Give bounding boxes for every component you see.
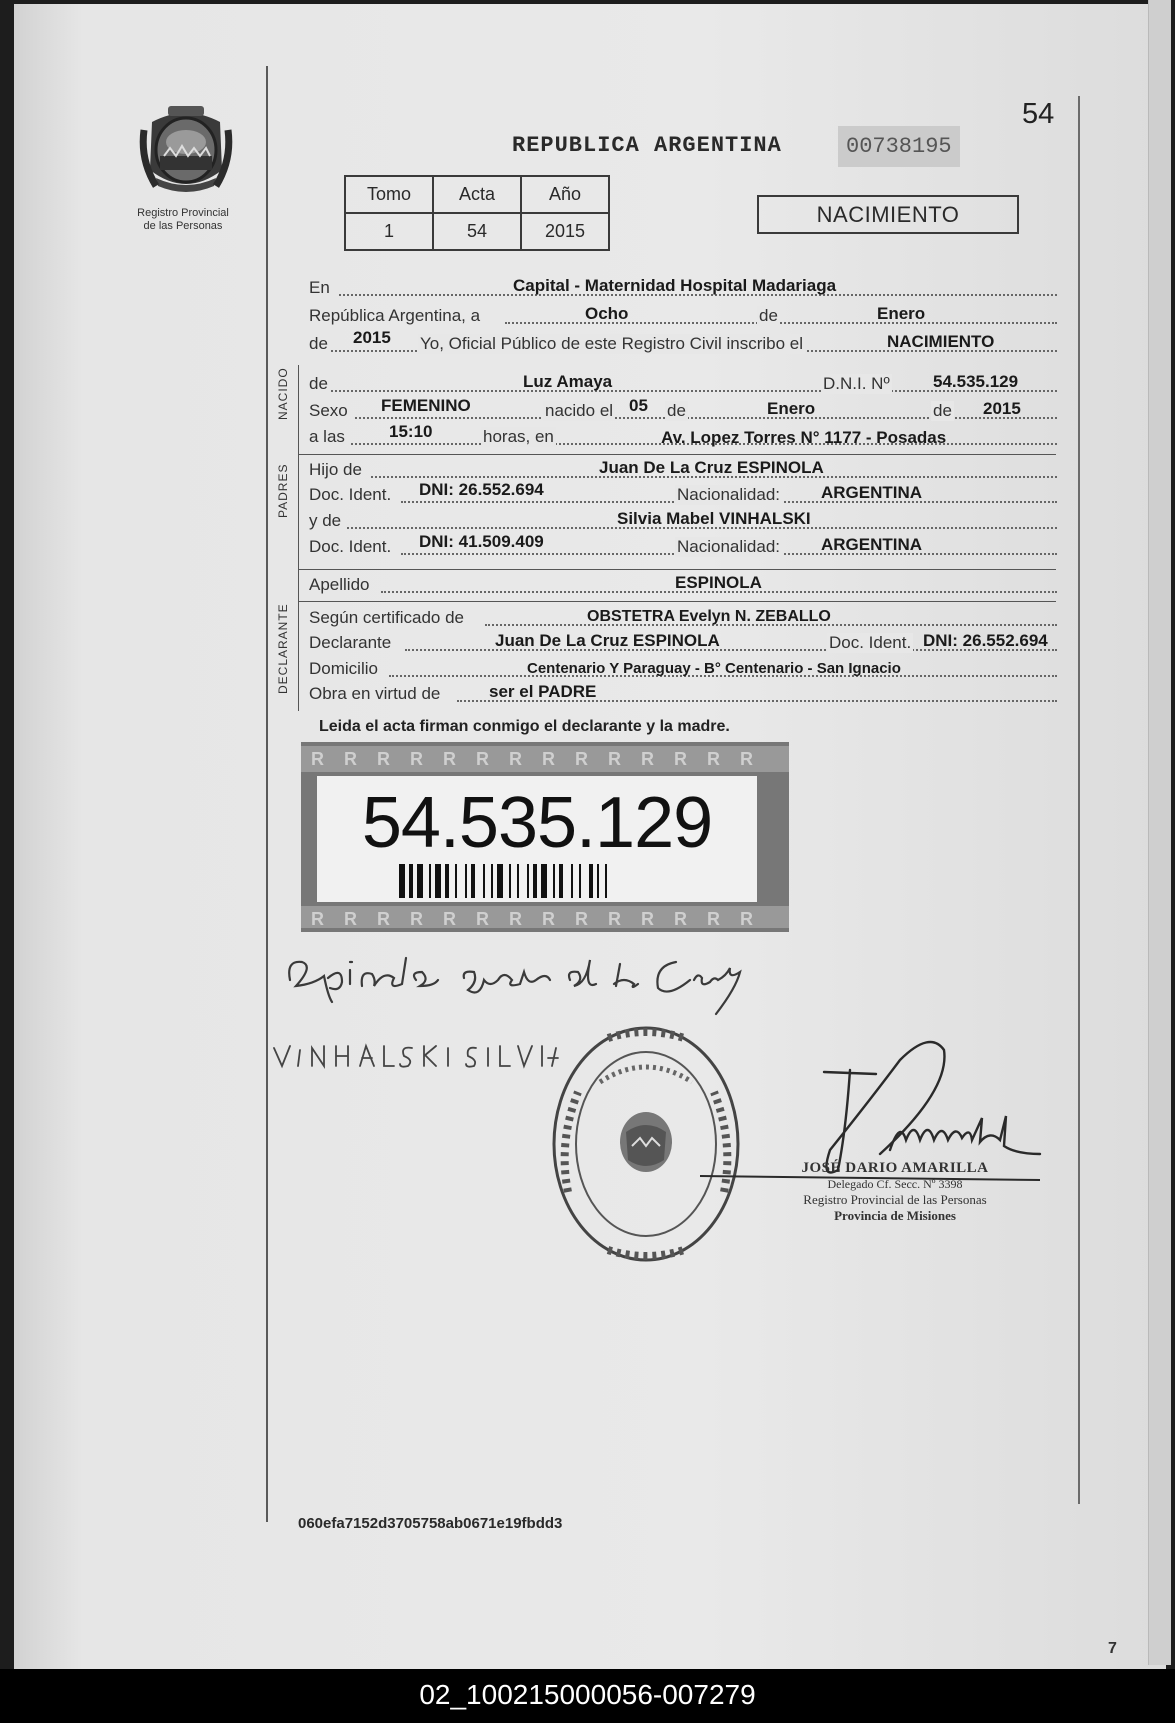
value-record-type: NACIMIENTO bbox=[887, 332, 995, 351]
value-mother-doc: DNI: 41.509.409 bbox=[419, 532, 544, 551]
page-edge bbox=[1148, 0, 1171, 1665]
field-acting-as bbox=[309, 680, 1057, 706]
barcode-bar bbox=[597, 864, 599, 898]
footer-bar bbox=[0, 1669, 1175, 1723]
value-address: Centenario Y Paraguay - B° Centenario - San Ignacio bbox=[527, 660, 901, 677]
barcode-bar bbox=[471, 864, 475, 898]
value-birth-time: 15:10 bbox=[389, 422, 433, 441]
sticker-band-letter: R bbox=[740, 909, 753, 929]
logo-caption bbox=[118, 207, 248, 233]
serial-number: 00738195 bbox=[838, 126, 960, 167]
sticker-band-letter: R bbox=[740, 749, 753, 769]
value-sex: FEMENINO bbox=[381, 396, 471, 415]
field-place bbox=[309, 274, 1057, 300]
barcode-bar bbox=[533, 864, 537, 898]
field-registration bbox=[309, 330, 1057, 356]
value-day: Ocho bbox=[585, 304, 629, 323]
logo-caption-line2: de las Personas bbox=[143, 220, 223, 232]
label-de-name: de bbox=[309, 374, 328, 393]
official-signature-block bbox=[760, 1160, 1030, 1224]
dni-sticker bbox=[301, 742, 789, 932]
right-margin-rule bbox=[1078, 96, 1080, 1504]
sticker-band-letter: R bbox=[410, 909, 423, 929]
section-divider-vertical bbox=[298, 365, 299, 711]
acta-value-anio: 2015 bbox=[521, 213, 609, 250]
barcode-bar bbox=[497, 864, 503, 898]
field-date bbox=[309, 302, 1057, 328]
barcode-bar bbox=[579, 864, 581, 898]
section-label-declarante: DECLARANTE bbox=[276, 603, 290, 694]
value-birth-place: Av. Lopez Torres N° 1177 - Posadas bbox=[661, 428, 947, 447]
sticker-band-letter: R bbox=[311, 749, 324, 769]
official-province: Provincia de Misiones bbox=[834, 1208, 956, 1223]
label-nacido-el: nacido el bbox=[545, 401, 614, 420]
misiones-coat-of-arms-icon bbox=[138, 100, 234, 198]
label-de-birth-year: de bbox=[933, 401, 952, 420]
label-domicilio: Domicilio bbox=[309, 659, 378, 678]
barcode-bar bbox=[399, 864, 405, 898]
field-father-doc bbox=[309, 481, 1057, 507]
barcode-bar bbox=[465, 864, 467, 898]
sticker-band-letter: R bbox=[542, 909, 555, 929]
left-margin-rule bbox=[266, 66, 268, 1522]
label-nacionalidad-mother: Nacionalidad: bbox=[677, 537, 781, 556]
value-mother-name: Silvia Mabel VINHALSKI bbox=[617, 509, 811, 528]
label-republica: República Argentina, a bbox=[309, 306, 481, 325]
sticker-band-letter: R bbox=[377, 909, 390, 929]
footer-id: 02_100215000056-007279 bbox=[419, 1679, 756, 1710]
value-acting-as: ser el PADRE bbox=[489, 682, 597, 701]
sticker-band-letter: R bbox=[608, 909, 621, 929]
label-apellido: Apellido bbox=[309, 575, 370, 594]
label-horas-en: horas, en bbox=[483, 427, 554, 446]
sticker-band-letter: R bbox=[344, 749, 357, 769]
label-dni: D.N.I. Nº bbox=[823, 374, 890, 393]
document-hash: 060efa7152d3705758ab0671e19fbdd3 bbox=[298, 1515, 563, 1532]
barcode-bar bbox=[483, 864, 485, 898]
value-father-doc: DNI: 26.552.694 bbox=[419, 480, 544, 499]
mother-handwritten-signature-icon bbox=[270, 1034, 560, 1074]
acta-header-anio: Año bbox=[521, 176, 609, 213]
acta-value-acta: 54 bbox=[433, 213, 521, 250]
logo-caption-line1: Registro Provincial bbox=[137, 207, 229, 219]
sticker-band-letter: R bbox=[707, 909, 720, 929]
value-dni: 54.535.129 bbox=[933, 372, 1019, 391]
barcode-bar bbox=[445, 864, 449, 898]
barcode-bar bbox=[589, 864, 593, 898]
value-birth-month: Enero bbox=[767, 399, 816, 418]
sticker-band-letter: R bbox=[707, 749, 720, 769]
label-doc-ident-father: Doc. Ident. bbox=[309, 485, 392, 504]
value-surname: ESPINOLA bbox=[675, 573, 762, 592]
barcode-bar bbox=[541, 864, 547, 898]
sticker-band-letter: R bbox=[443, 749, 456, 769]
sticker-band-letter: R bbox=[410, 749, 423, 769]
label-hijo-de: Hijo de bbox=[309, 460, 362, 479]
sticker-band-letter: R bbox=[311, 909, 324, 929]
field-birth-time-place bbox=[309, 423, 1057, 449]
label-doc-ident-declarant: Doc. Ident. bbox=[829, 633, 912, 652]
barcode-bar bbox=[491, 864, 493, 898]
official-name: JOSÉ DARIO AMARILLA bbox=[801, 1160, 989, 1176]
sticker-label bbox=[317, 776, 757, 902]
acta-value-tomo: 1 bbox=[345, 213, 433, 250]
acta-table bbox=[344, 175, 610, 251]
field-certificate bbox=[309, 604, 1057, 630]
value-name: Luz Amaya bbox=[523, 372, 613, 391]
sticker-band-bottom bbox=[301, 906, 789, 928]
label-a-las: a las bbox=[309, 427, 345, 446]
field-mother bbox=[309, 507, 1057, 533]
document-type-box: NACIMIENTO bbox=[757, 195, 1019, 234]
value-father-nationality: ARGENTINA bbox=[821, 483, 923, 502]
sticker-band-letter: R bbox=[377, 749, 390, 769]
barcode-bar bbox=[571, 864, 573, 898]
section-label-nacido: NACIDO bbox=[276, 367, 290, 420]
father-handwritten-signature-icon bbox=[284, 940, 754, 1020]
section-divider-padres bbox=[298, 569, 1056, 570]
sticker-band-letter: R bbox=[674, 909, 687, 929]
barcode-bar bbox=[517, 864, 519, 898]
label-de-month: de bbox=[759, 306, 778, 325]
barcode-bar bbox=[553, 864, 555, 898]
label-yo-oficial: Yo, Oficial Público de este Registro Civil inscribo el bbox=[420, 334, 803, 353]
label-y-de: y de bbox=[309, 511, 342, 530]
sticker-band-letter: R bbox=[542, 749, 555, 769]
sticker-dni-number: 54.535.129 bbox=[361, 783, 713, 863]
acta-header-acta: Acta bbox=[433, 176, 521, 213]
barcode-icon bbox=[399, 864, 689, 898]
corner-mark: 7 bbox=[1108, 1640, 1117, 1657]
barcode-bar bbox=[559, 864, 563, 898]
sticker-band-letter: R bbox=[575, 749, 588, 769]
value-certificate-by: OBSTETRA Evelyn N. ZEBALLO bbox=[587, 608, 831, 625]
closing-statement: Leida el acta firman conmigo el declarante y la madre. bbox=[319, 718, 730, 735]
barcode-bar bbox=[527, 864, 529, 898]
value-declarant: Juan De La Cruz ESPINOLA bbox=[495, 631, 720, 650]
section-divider-apellido bbox=[298, 601, 1056, 602]
official-office: Registro Provincial de las Personas bbox=[803, 1192, 987, 1207]
label-doc-ident-mother: Doc. Ident. bbox=[309, 537, 392, 556]
sticker-band-top bbox=[301, 746, 789, 772]
value-place: Capital - Maternidad Hospital Madariaga bbox=[513, 276, 837, 295]
barcode-bar bbox=[409, 864, 413, 898]
barcode-bar bbox=[429, 864, 431, 898]
sticker-band-letter: R bbox=[476, 909, 489, 929]
value-month: Enero bbox=[877, 304, 926, 323]
sticker-band-letter: R bbox=[443, 909, 456, 929]
sticker-band-letter: R bbox=[344, 909, 357, 929]
label-en: En bbox=[309, 278, 330, 297]
acta-table-value-row bbox=[345, 213, 609, 250]
field-father bbox=[309, 456, 1057, 482]
field-sex-birthdate bbox=[309, 397, 1057, 423]
barcode-bar bbox=[509, 864, 511, 898]
label-sexo: Sexo bbox=[309, 401, 348, 420]
page-number: 54 bbox=[1022, 98, 1055, 130]
sticker-band-letter: R bbox=[608, 749, 621, 769]
field-address bbox=[309, 655, 1057, 681]
barcode-bar bbox=[435, 864, 441, 898]
sticker-band-letter: R bbox=[641, 749, 654, 769]
acta-header-tomo: Tomo bbox=[345, 176, 433, 213]
section-label-padres: PADRES bbox=[276, 463, 290, 518]
country-heading: REPUBLICA ARGENTINA bbox=[512, 133, 782, 158]
field-mother-doc bbox=[309, 533, 1057, 559]
barcode-bar bbox=[417, 864, 423, 898]
label-nacionalidad-father: Nacionalidad: bbox=[677, 485, 781, 504]
barcode-bar bbox=[455, 864, 457, 898]
value-declarant-doc: DNI: 26.552.694 bbox=[923, 631, 1048, 650]
value-birth-day: 05 bbox=[629, 396, 648, 415]
barcode-bar bbox=[605, 864, 607, 898]
label-de-birth-month: de bbox=[667, 401, 686, 420]
value-mother-nationality: ARGENTINA bbox=[821, 535, 923, 554]
sticker-band-letter: R bbox=[509, 909, 522, 929]
official-title: Delegado Cf. Secc. Nº 3398 bbox=[827, 1177, 963, 1191]
sticker-band-letter: R bbox=[509, 749, 522, 769]
label-de-year: de bbox=[309, 334, 328, 353]
acta-table-header-row bbox=[345, 176, 609, 213]
label-declarante: Declarante bbox=[309, 633, 392, 652]
sticker-band-letter: R bbox=[476, 749, 489, 769]
label-obra-en-virtud: Obra en virtud de bbox=[309, 684, 441, 703]
sticker-band-letter: R bbox=[641, 909, 654, 929]
value-father-name: Juan De La Cruz ESPINOLA bbox=[599, 458, 824, 477]
section-divider-nacido bbox=[298, 454, 1056, 455]
sticker-band-letter: R bbox=[674, 749, 687, 769]
value-year: 2015 bbox=[353, 328, 391, 347]
field-declarant bbox=[309, 629, 1057, 655]
sticker-band-letter: R bbox=[575, 909, 588, 929]
value-birth-year: 2015 bbox=[983, 399, 1021, 418]
field-name bbox=[309, 370, 1057, 396]
field-surname bbox=[309, 571, 1057, 597]
label-segun-certificado: Según certificado de bbox=[309, 608, 464, 627]
